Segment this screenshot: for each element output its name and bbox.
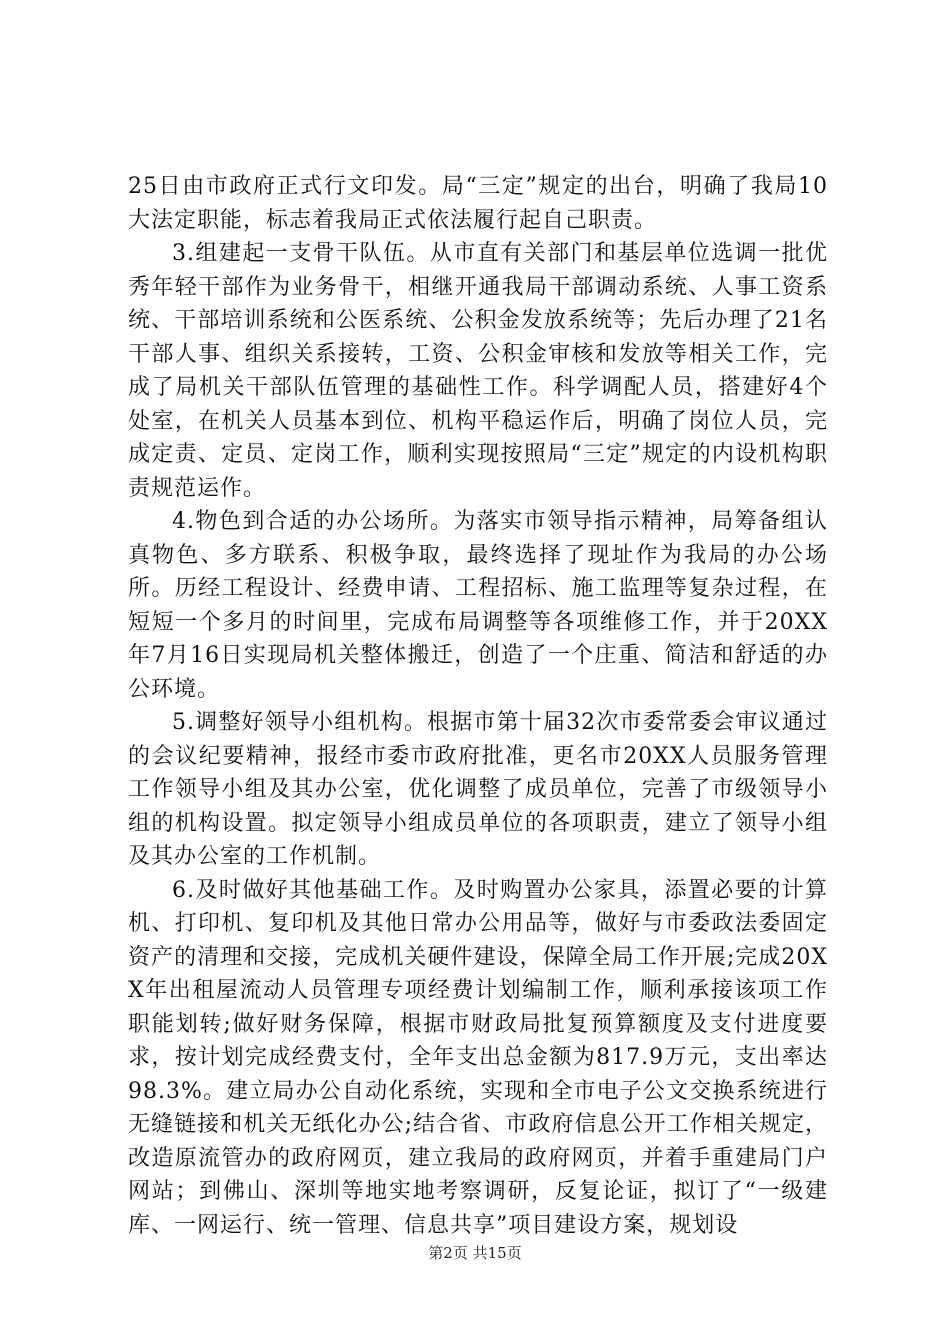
paragraph-item-3: 3.组建起一支骨干队伍。从市直有关部门和基层单位选调一批优秀年轻干部作为业务骨干，相继开通我局干部调动系统、人事工资系统、干部培训系统和公医系统、公积金发放系统等；先后办理了21名干部人事、组织关系接转，工资、公积金审核和发放等相关工作，完成了局机关干部队伍管理的基础性工作。科学调配人员，搭建好4个处室，在机关人员基本到位、机构平稳运作后，明确了岗位人员，完成定责、定员、定岗工作，顺利实现按照局“三定”规定的内设机构职责规范运作。: [128, 241, 828, 501]
page-number-label: 第2页 共15页: [428, 1244, 522, 1262]
page-footer: [0, 1242, 950, 1263]
paragraph-item-4: 4.物色到合适的办公场所。为落实市领导指示精神，局筹备组认真物色、多方联系、积极争取，最终选择了现址作为我局的办公场所。历经工程设计、经费申请、工程招标、施工监理等复杂过程，在短短一个多月的时间里，完成布局调整等各项维修工作，并于20XX年7月16日实现局机关整体搬迁，创造了一个庄重、简洁和舒适的办公环境。: [128, 509, 828, 702]
paragraph-item-5: 5.调整好领导小组机构。根据市第十届32次市委常委会审议通过的会议纪要精神，报经市委市政府批准，更名市20XX人员服务管理工作领导小组及其办公室，优化调整了成员单位，完善了市级领导小组的机构设置。拟定领导小组成员单位的各项职责，建立了领导小组及其办公室的工作机制。: [128, 710, 828, 869]
document-body: [128, 170, 828, 1242]
paragraph-continuation: 25日由市政府正式行文印发。局“三定”规定的出台，明确了我局10大法定职能，标志着我局正式依法履行起自己职责。: [128, 174, 828, 233]
paragraph-item-6: 6.及时做好其他基础工作。及时购置办公家具，添置必要的计算机、打印机、复印机及其他日常办公用品等，做好与市委政法委固定资产的清理和交接，完成机关硬件建设，保障全局工作开展;完成20XX年出租屋流动人员管理专项经费计划编制工作，顺利承接该项工作职能划转;做好财务保障，根据市财政局批复预算额度及支付进度要求，按计划完成经费支付，全年支出总金额为817.9万元，支出率达98.3%。建立局办公自动化系统，实现和全市电子公文交换系统进行无缝链接和机关无纸化办公;结合省、市政府信息公开工作相关规定，改造原流管办的政府网页，建立我局的政府网页，并着手重建局门户网站；到佛山、深圳等地实地考察调研，反复论证，拟订了“一级建库、一网运行、统一管理、信息共享”项目建设方案，规划设: [128, 877, 828, 1238]
